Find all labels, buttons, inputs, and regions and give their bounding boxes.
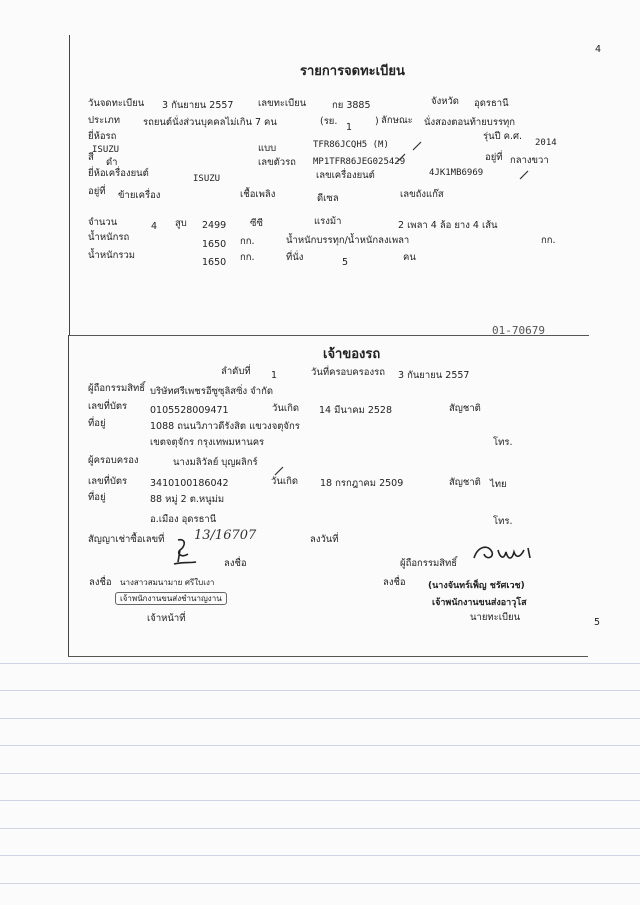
owner-address-label: ที่อยู่	[88, 418, 106, 429]
color: ดำ	[106, 157, 118, 168]
possessor-label: ผู้ครอบครอง	[88, 455, 139, 466]
reg-date: 3 กันยายน 2557	[162, 100, 234, 111]
seats-label: ที่นั่ง	[286, 252, 304, 263]
possessor-nationality-label: สัญชาติ	[449, 477, 481, 488]
tick-mark	[518, 169, 530, 181]
owner-dob-label: วันเกิด	[272, 403, 299, 414]
weight: 1650	[202, 239, 227, 250]
left-border-top	[69, 35, 70, 335]
lease-number: 13/16707	[194, 528, 257, 543]
owner-id-label: เลขที่บัตร	[88, 401, 128, 412]
color-label: สี	[88, 152, 94, 163]
tick-mark	[411, 140, 423, 152]
plate-label: เลขทะเบียน	[258, 98, 307, 109]
possessor-address-label: ที่อยู่	[88, 492, 106, 503]
owner-label: ผู้ถือกรรมสิทธิ์	[88, 383, 146, 394]
model: TFR86JCQH5 (M)	[313, 140, 389, 150]
class-open: (รย.	[320, 116, 338, 127]
chassis-label: เลขตัวรถ	[258, 157, 296, 168]
seq: 1	[271, 370, 278, 381]
registrar-label: นายทะเบียน	[470, 612, 521, 623]
class-close: )	[375, 116, 379, 127]
seats-unit: คน	[403, 252, 416, 263]
style-label: ลักษณะ	[381, 115, 413, 126]
engine-location-label: อยู่ที่	[88, 186, 106, 197]
possessor-id: 3410100186042	[150, 478, 229, 489]
lease-label: สัญญาเช่าซื้อเลขที่	[88, 534, 165, 545]
possession-date-label: วันที่ครอบครองรถ	[311, 367, 385, 378]
axles-wheels: 2 เพลา 4 ล้อ ยาง 4 เส้น	[398, 220, 498, 231]
engine-number-label: เลขเครื่องยนต์	[316, 170, 375, 181]
cc-label: ซีซี	[250, 218, 263, 229]
owner-id: 0105528009471	[150, 405, 229, 416]
owner-phone-label: โทร.	[493, 437, 513, 448]
vehicle-style: นั่งสองตอนท้ายบรรทุก	[424, 117, 516, 128]
seats: 5	[342, 257, 349, 268]
sign-label-2: ลงชื่อ	[89, 577, 112, 588]
cylinders: 4	[151, 221, 158, 232]
class-number: 1	[346, 122, 353, 133]
officer-position: เจ้าพนักงานขนส่งชำนาญงาน	[115, 592, 227, 605]
registrar-position: เจ้าพนักงานขนส่งอาวุโส	[432, 598, 527, 608]
possession-date: 3 กันยายน 2557	[398, 370, 470, 381]
brand-label: ยี่ห้อรถ	[88, 131, 117, 142]
fuel-label: เชื้อเพลิง	[240, 189, 276, 200]
owner-title: เจ้าของรถ	[323, 347, 381, 362]
officer-name: นางสาวสมนามาย ศรีใบเงา	[120, 578, 215, 587]
page-number-top: 4	[595, 44, 602, 55]
year: 2014	[535, 138, 557, 148]
engine-brand: ISUZU	[193, 174, 221, 184]
weight-unit: กก.	[240, 236, 255, 247]
page-number-bottom: 5	[594, 617, 601, 628]
cylinders-label: จำนวน	[88, 217, 118, 228]
lease-date-label: ลงวันที่	[310, 534, 339, 545]
possessor-dob-label: วันเกิด	[271, 476, 298, 487]
total-weight-unit: กก.	[240, 252, 255, 263]
gas-tank-label: เลขถังแก๊ส	[400, 189, 444, 200]
chassis-location-label: อยู่ที่	[485, 152, 503, 163]
owner-nationality-label: สัญชาติ	[449, 403, 481, 414]
possessor-dob: 18 กรกฎาคม 2509	[320, 478, 404, 489]
possessor-name: นางมลิวัลย์ บุญผลิกร์	[173, 457, 258, 468]
bottom-border	[68, 656, 588, 657]
left-border-bottom	[68, 335, 69, 657]
province: อุดรธานี	[474, 98, 509, 109]
engine-cc: 2499	[202, 220, 227, 231]
possessor-address-line2: อ.เมือง อุดรธานี	[150, 514, 217, 525]
sign-label-3: ลงชื่อ	[383, 577, 406, 588]
registration-title: รายการจดทะเบียน	[300, 64, 405, 79]
total-weight: 1650	[202, 257, 227, 268]
holder-label: ผู้ถือกรรมสิทธิ์	[400, 558, 458, 569]
tick-mark	[395, 152, 407, 164]
chassis-number: MP1TFR86JEG025429	[313, 157, 406, 167]
load-unit: กก.	[541, 235, 556, 246]
sign-label-1: ลงชื่อ	[224, 558, 247, 569]
vehicle-type: รถยนต์นั่งส่วนบุคคลไม่เกิน 7 คน	[143, 117, 277, 128]
seq-label: ลำดับที่	[221, 366, 251, 377]
engine-location: ข้ายเครื่อง	[118, 190, 161, 201]
cylinders-unit: สูบ	[175, 218, 187, 229]
engine-brand-label: ยี่ห้อเครื่องยนต์	[88, 168, 149, 179]
load-label: น้ำหนักบรรทุก/น้ำหนักลงเพลา	[286, 235, 410, 246]
officer-label: เจ้าหน้าที่	[147, 613, 186, 624]
brand: ISUZU	[92, 145, 120, 155]
serial-number: 01-70679	[492, 324, 545, 337]
engine-number: 4JK1MB6969	[429, 168, 484, 178]
owner-dob: 14 มีนาคม 2528	[319, 405, 393, 416]
plate: กย 3885	[332, 100, 371, 111]
holder-signature	[470, 540, 550, 566]
owner-address-line2: เขตจตุจักร กรุงเทพมหานคร	[150, 437, 265, 448]
officer-signature	[172, 536, 198, 570]
registrar-name: (นางจันทร์เพ็ญ ชรัศเวช)	[428, 581, 525, 591]
total-weight-label: น้ำหนักรวม	[88, 250, 136, 261]
province-label: จังหวัด	[431, 96, 459, 107]
chassis-location: กลางขวา	[510, 155, 549, 166]
model-label: แบบ	[258, 143, 277, 154]
possessor-id-label: เลขที่บัตร	[88, 476, 128, 487]
weight-label: น้ำหนักรถ	[88, 232, 130, 243]
owner-address-line1: 1088 ถนนวิภาวดีรังสิต แขวงจตุจักร	[150, 421, 300, 432]
fuel: ดีเซล	[317, 193, 339, 204]
type-label: ประเภท	[88, 115, 121, 126]
possessor-address-line1: 88 หมู่ 2 ต.หนูม่ม	[150, 494, 225, 505]
possessor-phone-label: โทร.	[493, 516, 513, 527]
horsepower-label: แรงม้า	[314, 216, 342, 227]
owner-name: บริษัทศรีเพชรอีซูซุลิสซิ่ง จำกัด	[150, 386, 273, 397]
possessor-nationality: ไทย	[490, 479, 507, 490]
tick-mark	[273, 465, 285, 477]
year-label: รุ่นปี ค.ศ.	[483, 131, 523, 142]
reg-date-label: วันจดทะเบียน	[88, 98, 145, 109]
